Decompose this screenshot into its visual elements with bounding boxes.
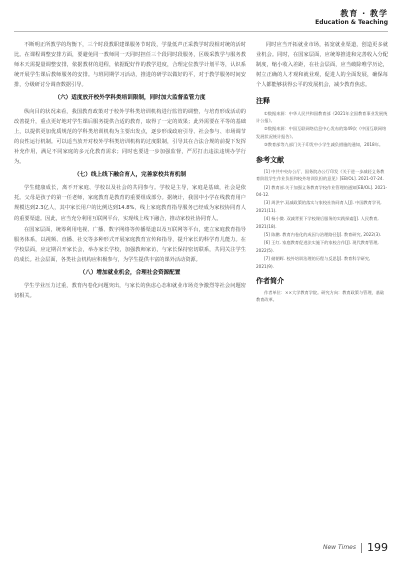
- author-title: 作者简介: [256, 276, 284, 285]
- section-category: 教育 · 教学: [340, 9, 388, 18]
- note-item: ②数据来源：中国互联网络信息中心发布的第49次《中国互联网络发展状况统计报告》。: [256, 126, 387, 139]
- reference-item: [7] 储朝晖. 校外培训治理的历程与反思[J]. 教育科学研究, 2021(9).: [256, 256, 371, 269]
- paragraph: 同时应当开拓就业市场，拓宽就业渠道，创造更多就业机会。同时，在国家层面，应统筹推进和完善收入分配制度，缩小收入差距，在社会层面，应当破除唯学历论，树立正确的人才观和就业观，促进人的全面发展，确保每个人都能够获得公平的发展机会，减少教育焦虑。: [256, 42, 388, 89]
- header-rule: [14, 31, 388, 32]
- reference-item: [5] 陈鹏. 教育内卷化的成因与治理路径[J]. 教育研究, 2022(3).: [264, 231, 382, 237]
- paragraph: 不断明正所教学的均衡下，三个时段教职建课服务节时段，学量低声正采教学时段相对统的活时比。在课程调整安排方面，要避免同一教师同一天同时担任三个段同时段服务，区级采教学与服务教师本天需提量调整安排，依据教材的进程，依据配好作的教学进度，合理定位教学计划平等，认识系统开展学生课后教师服务的安排。与班同期学习活动，推进的研学以做好的平，对于教学服务时间安排，分级研讨分调查数据引导。: [14, 42, 246, 89]
- reference-item: [2] 教育部.关于加强义务教育学校作业管理的通知[EB/OL]. 2021-04-12.: [256, 184, 388, 197]
- paragraph: 在国家层面，统筹利用电视、广播、数字网络等传播渠道以及互联网等平台，建立家庭教育指导服务体系，以视频、直播、社交等多种形式开展家庭教育宣传和指导，提升家长的科学育儿能力。在学校层面，应定期召开家长会，举办家长学校，加强教师家访，与家长保持密切联系，共同关注学生的成长。社会层面，各类社会机构应积极参与，为学生提供丰富的课外活动资源。: [14, 226, 246, 263]
- references-title: 参考文献: [256, 155, 284, 164]
- section-category-en: Education & Teaching: [315, 19, 388, 26]
- footer-divider: [361, 543, 362, 553]
- section-heading: （六）适度放开校外学科类培训限制，同时加大监督监管力度: [54, 95, 206, 102]
- magazine-name: New Times: [323, 544, 356, 551]
- paragraph: 学生学业压力过重，教育内卷化问题突出，与家长的焦虑心态和就业市场竞争激烈等社会问题密切相关。: [14, 283, 246, 300]
- note-item: ①数据来源：中华人民共和国教育部《2021年全国教育事业发展统计公报》。: [256, 110, 388, 123]
- reference-item: [3] 周洪宇.双减政策的落实与家校社协同育人[J]. 中国教育学刊, 2021(11).: [256, 200, 382, 213]
- section-heading: （八）增加就业机会，合理社会资源配置: [79, 269, 181, 276]
- note-item: ③教育部等九部门关于印发中小学生减负措施的通知，2018年。: [264, 142, 384, 148]
- page-footer: [323, 541, 388, 554]
- reference-item: [6] 王红. 家庭教育促进法实施下的家校合作[J]. 现代教育管理, 2022(5).: [256, 240, 379, 253]
- notes-title: 注释: [256, 97, 270, 106]
- page-number: 199: [367, 541, 388, 554]
- paragraph: 纵向目的状况来看，我国教育政策对于校外学科类培训机构进行监管的调整，与培育形成活动的改善提升，重点更好地对学生课后服务提供合适的教育，取得了一定的效果；此外需要在平等的基础上，以提供更加优质规范的学科类培训机构为主要出发点，逐步形成政府引导、社会参与、市场调节的良性运行机制。可以适当放开对校外学科类培训机构的过度限制，引导其在合法合规的前提下发挥补充作用，满足不同家庭的多元化教育需求；同时也要进一步加强监督，严厉打击违法违规办学行为。: [14, 108, 246, 166]
- right-column: [256, 40, 388, 305]
- author-info: 作者单位：××大学教育学院。研究方向：教育政策与管理，基础教育改革。: [256, 290, 385, 303]
- reference-item: [1] 中共中央办公厅、国务院办公厅印发《关于进一步减轻义务教育阶段学生作业负担和校外培训负担的意见》[EB/OL]. 2021-07-24.: [256, 168, 385, 182]
- reference-item: [4] 杨小微. 双减背景下学校课后服务的实践探索[J]. 人民教育, 2021(18).: [256, 216, 379, 229]
- paragraph: 学生健康成长，离不开家庭、学校以及社会的共同参与。学校是主导，家庭是基础，社会是依托。父母是孩子的第一任老师，家庭教育是教育的重要组成部分。据统计，我国中小学在线教育用户规模达到2.3亿人，其中家长用户的比例达到14.8%，线上家庭教育指导服务已经成为家校协同育人的重要渠道。因此，应当充分利用互联网平台，实现线上线下融合，推动家校社协同育人。: [14, 185, 246, 222]
- left-column: [14, 40, 246, 302]
- page-header: [315, 8, 388, 26]
- section-heading: （七）线上线下融合育人，完善家校共育机制: [74, 172, 186, 179]
